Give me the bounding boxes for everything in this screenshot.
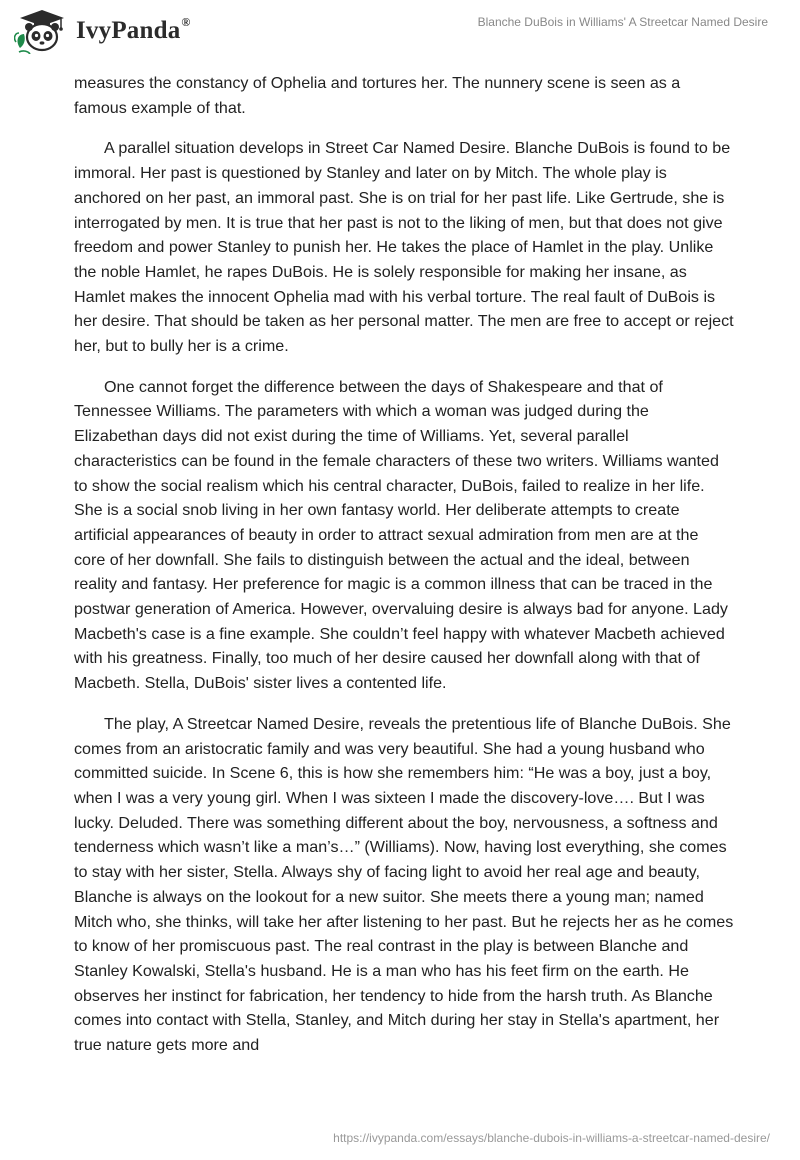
source-url[interactable]: https://ivypanda.com/essays/blanche-dubois-in-williams-a-streetcar-named-desire/ — [333, 1131, 770, 1145]
ivypanda-logo[interactable] — [14, 8, 191, 54]
essay-paragraph: A parallel situation develops in Street Car Named Desire. Blanche DuBois is found to be immoral. Her past is questioned by Stanley and later on by Mitch. The whole play is anchored on her past, an immoral past. She is on trial for her past life. Like Gertrude, she is interrogated by men. It is true that her past is not to the liking of men, but that does not give freedom and power Stanley to punish her. He takes the place of Hamlet in the play. Unlike the noble Hamlet, he rapes DuBois. He is solely responsible for making her insane, as Hamlet makes the innocent Ophelia mad with his verbal torture. The real fault of DuBois is her desire. That should be taken as her personal matter. The men are free to accept or reject her, but to bully her is a crime. — [74, 139, 734, 356]
document-title: Blanche DuBois in Williams' A Streetcar Named Desire — [477, 15, 768, 29]
essay-paragraph: The play, A Streetcar Named Desire, reveals the pretentious life of Blanche DuBois. She comes from an aristocratic family and was very beautiful. She had a young husband who committed suicide. In Scene 6, this is how she remembers him: “He was a boy, just a boy, when I was a very young girl. When I was sixteen I made the discovery-love…. But I was lucky. Deluded. There was something different about the boy, nervousness, a softness and tenderness which wasn’t like a man’s…” (Williams). Now, having lost everything, she comes to stay with her sister, Stella. Always shy of facing light to avoid her real age and beauty, Blanche is always on the lookout for a new suitor. She meets there a young man; named Mitch who, she thinks, will take her after listening to her past. But he rejects her as he comes to know of her promiscuous past. The real contrast in the play is between Blanche and Stanley Kowalski, Stella's husband. He is a man who has his feet firm on the earth. He observes her instinct for fabrication, her tendency to hide from the harsh truth. As Blanche comes into contact with Stella, Stanley, and Mitch during her stay in Stella's apartment, her true nature gets more and — [74, 714, 734, 1055]
essay-body — [74, 71, 734, 1074]
brand-name: IvyPanda® — [76, 15, 191, 44]
page-header — [0, 0, 800, 70]
panda-logo-icon — [14, 8, 70, 54]
essay-paragraph: One cannot forget the difference between the days of Shakespeare and that of Tennessee Williams. The parameters with which a woman was judged during the Elizabethan days did not exist during the time of Williams. Yet, several parallel characteristics can be found in the female characters of these two writers. Williams wanted to show the social realism which his central character, DuBois, failed to realize in her life. She is a social snob living in her own fantasy world. Her deliberate attempts to create artificial appearances of beauty in order to attract sexual admiration from men are at the core of her downfall. She fails to distinguish between the actual and the ideal, between reality and fantasy. Her preference for magic is a common illness that can be traced in the postwar generation of America. However, overvaluing desire is always bad for anyone. Lady Macbeth's case is a fine example. She couldn’t feel happy with whatever Macbeth achieved with his greatness. Finally, too much of her desire caused her downfall along with that of Macbeth. Stella, DuBois' sister lives a contented life. — [74, 377, 728, 693]
essay-paragraph: measures the constancy of Ophelia and tortures her. The nunnery scene is seen as a famous example of that. — [74, 74, 681, 117]
